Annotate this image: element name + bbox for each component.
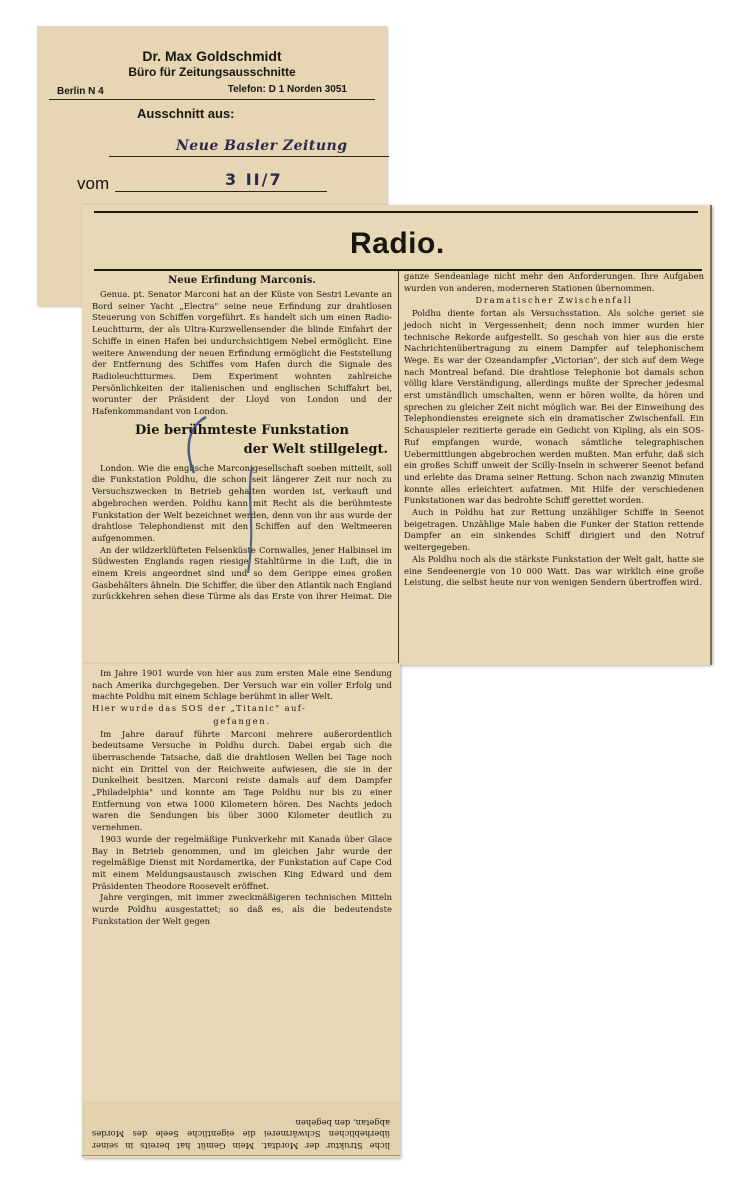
story2-paragraph-7: ganze Sendeanlage nicht mehr den Anforderungen. Ihre Aufgaben wurden von anderen, moderneren Stationen übernommen.: [404, 271, 704, 293]
section-headline: Radio.: [350, 227, 445, 260]
story2-title-line1: Die berühmteste Funkstation: [135, 422, 349, 438]
date-line: [115, 191, 327, 192]
newspaper-line: [109, 156, 389, 157]
story1-title: Neue Erfindung Marconis.: [168, 275, 316, 286]
newspaper-stamp: Neue Basler Zeitung: [176, 138, 348, 154]
clipping-edge: [710, 205, 712, 665]
story2-paragraph-3: Im Jahre 1901 wurde von hier aus zum ersten Male eine Sendung nach Amerika durchgegeben. Der Versuch war ein voller Erfolg und machte Poldhu mit einem Schlage berühmt in aller Welt.: [92, 668, 392, 702]
slip-divider: [49, 99, 375, 100]
newspaper-clipping: [82, 205, 712, 665]
date-stamp: 3 II/7: [225, 170, 283, 189]
story2-paragraph-4: Im Jahre darauf führte Marconi mehrere außerordentlich bedeutsame Versuche in Poldhu durch. Dabei ergab sich die überraschende Tatsache, daß die drahtlosen Wellen bei Tage noch nicht ein Drittel von der Reichweite aufwiesen, die sie in der Dunkelheit besitzen. Marconi reiste damals auf dem Dampfer „Philadelphia" und konnte am Tage Poldhu nur bis zu einer Entfernung von etwa 1000 Kilometern hören. Des Nachts jedoch waren die Sendungen bis über 3000 Kilometer deutlich zu vernehmen.: [92, 728, 392, 833]
story2-title-line2: der Welt stillgelegt.: [243, 441, 388, 457]
company-phone: Telefon: D 1 Norden 3051: [227, 84, 347, 95]
story2-paragraph-10: Als Poldhu noch als die stärkste Funkstation der Welt galt, hatte sie eine Sendeenergie von 10 000 Watt. Das war wirklich eine große Leistung, die selbst heute nur von wenigen Sendern übertroffen wird.: [404, 553, 704, 588]
cutout-label: Ausschnitt aus:: [137, 106, 235, 121]
company-city: Berlin N 4: [57, 86, 104, 97]
upside-down-fragment: [82, 1101, 400, 1156]
company-subtitle: Büro für Zeitungsausschnitte: [128, 65, 296, 79]
ink-mark: [242, 465, 258, 575]
top-rule: [94, 211, 698, 213]
story2-paragraph-9: Auch in Poldhu hat zur Rettung unzähliger Schiffe in Seenot beigetragen. Unzählige Male haben die Funker der Station rettende Dampfer an ein sinkendes Schiff dirigiert und den Notruf weitergegeben.: [404, 507, 704, 553]
company-name: Dr. Max Goldschmidt: [142, 48, 282, 64]
story2-paragraph-8: Poldhu diente fortan als Versuchsstation. Als solche geriet sie jedoch nicht in Vergessenheit; denn noch immer wurden hier technische Rekorde aufgestellt. So geschah von hier aus die erste Nachrichtenübertragung zu einem Dampfer auf telephonischem Wege. Es war der Ozeandampfer „Victorian", der sich auf dem Wege nach Montreal befand. Die drahtlose Telephonie bot damals schon völlig klare Verständigung, allerdings mußte der Sprecher jedesmal erst umständlich umschalten, wenn er hören wollte, da hören und sprechen zu gleicher Zeit nicht möglich war. Bei der Einweihung des Telephondienstes ereignete sich ein dramatischer Zwischenfall. Ein Schauspieler rezitierte gerade ein Gedicht von Kipling, als ein SOS-Ruf empfangen wurde, wonach sämtliche telegraphischen Uebermittlungen abgebrochen werden mußten. Man erfuhr, daß sich ein großes Schiff unweit der Scilly-Inseln in schwerer Seenot befand und erlebte das Drama seiner Rettung. Schon nach zwanzig Minuten konnte alles erleichtert aufatmen. Mit Hilfe der verschiedenen Funkstationen war das bedrohte Schiff gerettet worden.: [404, 308, 704, 506]
newspaper-clipping-lower: [82, 664, 400, 1158]
upside-down-text: liche Struktur der Mordtat. Mein Gemüt hat bereits in seiner überheblichen Schwärmerei die eigentliche Seele des Mordes abgetan, den begehen: [92, 1118, 390, 1151]
right-column: [404, 271, 704, 589]
story1-text: Genua. pt. Senator Marconi hat an der Küste von Sestri Levante an Bord seiner Yacht „Electra" seine neue Erfindung zur drahtlosen Steuerung von Schiffen vorgeführt. Es handelt sich um einen Radio-Leuchtturm, der als Ultra-Kurzwellensender die blinde Einfahrt der Schiffe in einen Hafen bei undurchsichtigem Nebel ermöglicht. Eine weitere Anwendung der neuen Erfindung ermöglicht die Feststellung der Entfernung des Schiffes vom Hafen durch die Signale des Radioleuchtturmes. Dem Experiment wohnten zahlreiche Persönlichkeiten der italienischen und englischen Schiffahrt bei, worunter der Präsident der Lloyd von London und der Hafenkommandant von London.: [92, 289, 392, 417]
subhead-titanic-line2: gefangen.: [213, 715, 271, 726]
story2-paragraph-5: 1903 wurde der regelmäßige Funkverkehr mit Kanada über Glace Bay in Betrieb genommen, und im gleichen Jahr wurde der regelmäßige Dienst mit Nordamerika, der Funkstation auf Cape Cod mit einem Meldungsaustausch zwischen King Edward und dem Präsidenten Theodore Roosevelt eröffnet.: [92, 833, 392, 891]
story2-paragraph-6: Jahre vergingen, mit immer zweckmäßigeren technischen Mitteln wurde Poldhu ausgestattet; so daß es, als die bedeutendste Funkstation der Welt gegen: [92, 892, 392, 926]
lower-left-column: [92, 664, 392, 927]
subhead-titanic-line1: Hier wurde das SOS der „Titanic" auf-: [92, 703, 307, 714]
story2-paragraph-2: An der wildzerklüfteten Felsenküste Cornwalles, jener Halbinsel im Südwesten Englands ragen riesige Stahltürme in die Luft, die in einem Kreis angeordnet sind und so dem Gerippe eines großen Gasbehälters ähneln. Die Schiffer, die über den Atlantik nach England zurückkehren sehen diese Türme als das Erste von ihrer Heimat. Die: [92, 544, 392, 602]
column-divider: [398, 271, 399, 663]
date-label: vom: [77, 174, 110, 193]
story2-paragraph-1: London. Wie die englische Marconigesellschaft soeben mitteilt, soll die Funkstation Poldhu, die schon seit längerer Zeit nur noch zu Versuchszwecken in Betrieb gehalten worden ist, verkauft und abgebrochen werden. Poldhu kann mit Recht als die berühmteste Funkstation der Welt bezeichnet werden, denn von ihr aus wurde der drahtlose Telephondienst mit den Schiffen auf den Weltmeeren aufgenommen.: [92, 462, 392, 543]
subhead-dramatic: Dramatischer Zwischenfall: [475, 295, 633, 306]
ink-curve: [180, 415, 210, 475]
